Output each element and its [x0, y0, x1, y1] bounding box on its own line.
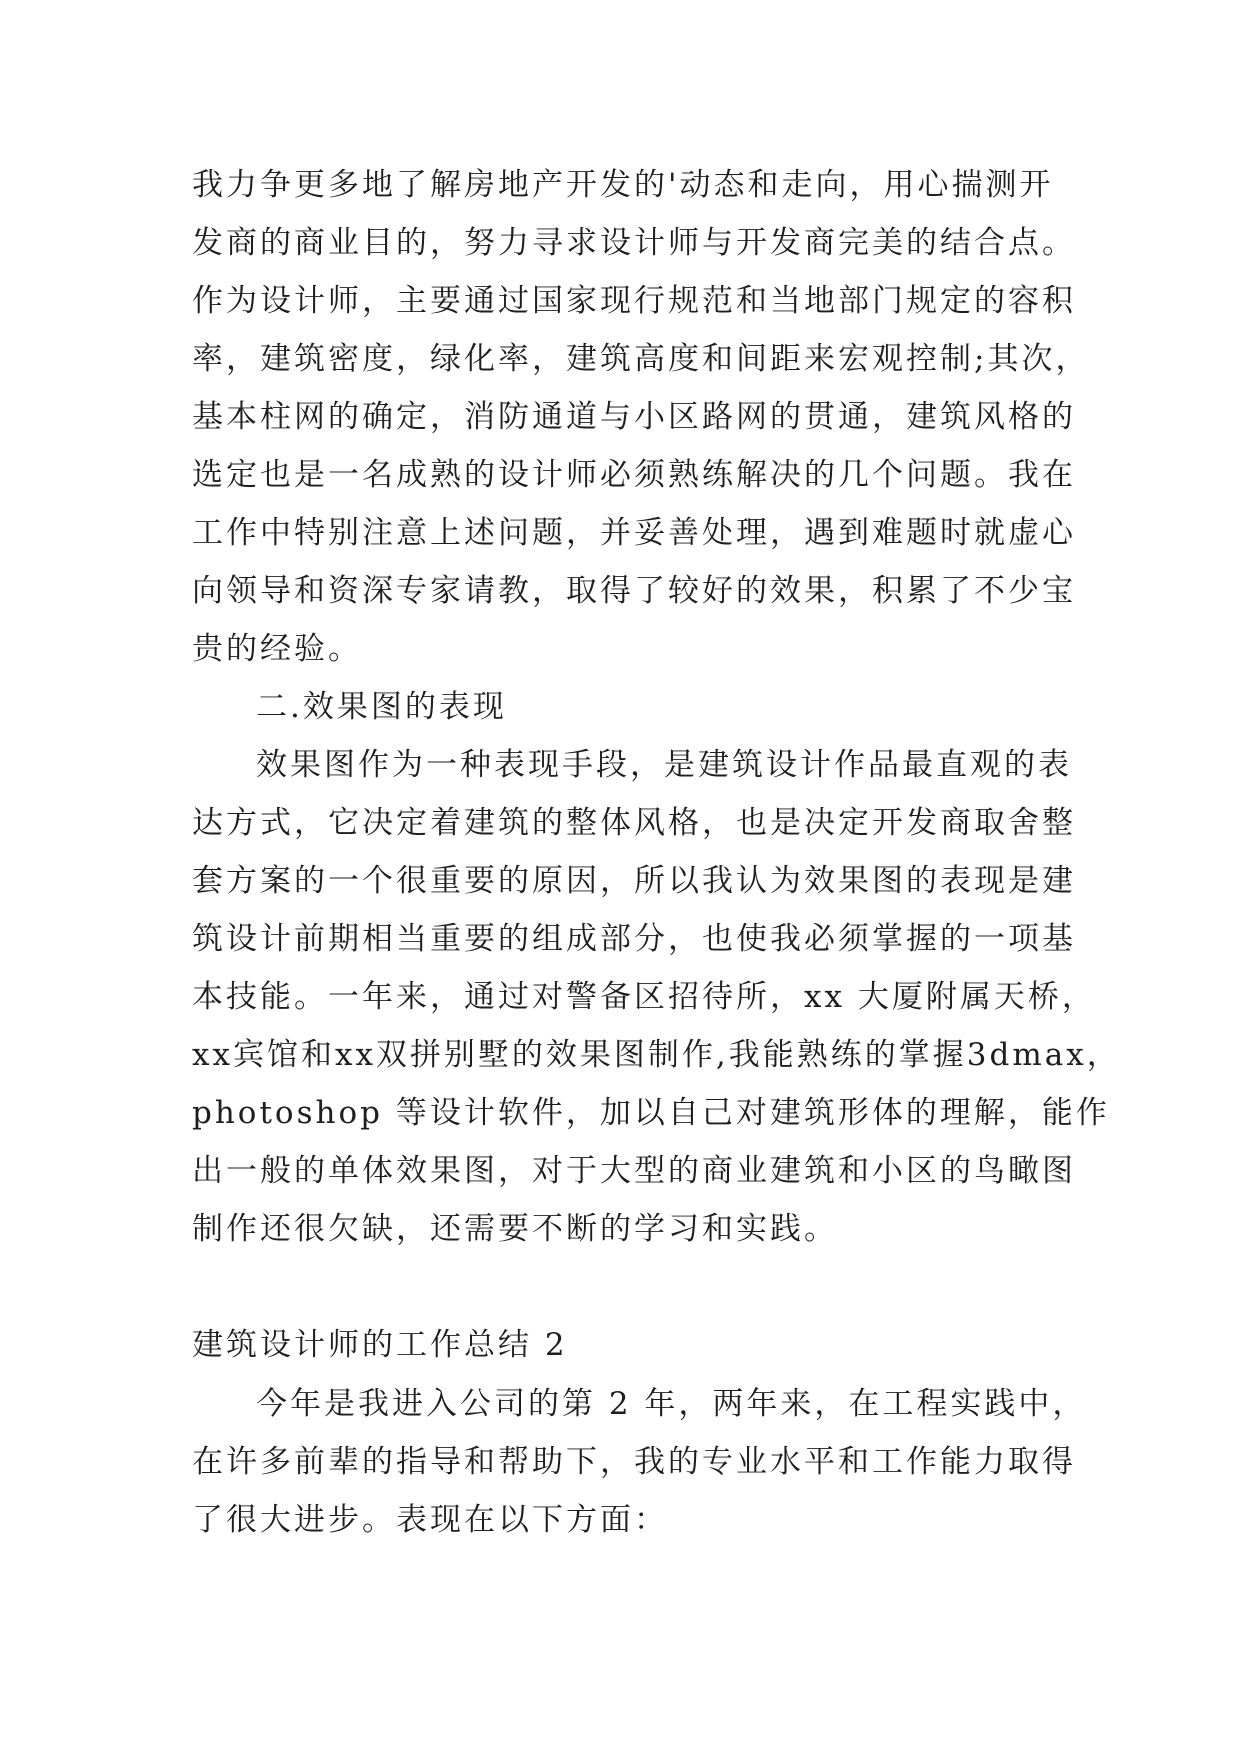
- paragraph-line: xx宾馆和xx双拼别墅的效果图制作,我能熟练的掌握3dmax，: [192, 1037, 1121, 1073]
- paragraph-line: 向领导和资深专家请教，取得了较好的效果，积累了不少宝: [192, 573, 1076, 609]
- paragraph-line: 工作中特别注意上述问题，并妥善处理，遇到难题时就虚心: [192, 515, 1076, 551]
- paragraph-line: 发商的商业目的，努力寻求设计师与开发商完美的结合点。: [192, 225, 1076, 261]
- paragraph-line: photoshop 等设计软件，加以自己对建筑形体的理解，能作: [192, 1095, 1110, 1131]
- paragraph-line: 制作还很欠缺，还需要不断的学习和实践。: [192, 1211, 838, 1247]
- paragraph-line: 套方案的一个很重要的原因，所以我认为效果图的表现是建: [192, 863, 1076, 899]
- section-heading: 二.效果图的表现: [256, 689, 507, 725]
- paragraph-line: 在许多前辈的指导和帮助下，我的专业水平和工作能力取得: [192, 1444, 1076, 1480]
- paragraph-line: 作为设计师，主要通过国家现行规范和当地部门规定的容积: [192, 283, 1076, 319]
- paragraph-line: 达方式，它决定着建筑的整体风格，也是决定开发商取舍整: [192, 805, 1076, 841]
- paragraph-line: 率，建筑密度，绿化率，建筑高度和间距来宏观控制;其次，: [192, 341, 1090, 377]
- paragraph-line: 了很大进步。表现在以下方面：: [192, 1502, 668, 1538]
- paragraph-line: 贵的经验。: [192, 631, 362, 667]
- paragraph-line: 基本柱网的确定，消防通道与小区路网的贯通，建筑风格的: [192, 399, 1076, 435]
- article-title: 建筑设计师的工作总结 2: [192, 1327, 568, 1363]
- paragraph-line: 效果图作为一种表现手段，是建筑设计作品最直观的表: [256, 747, 1072, 783]
- paragraph-line: 今年是我进入公司的第 2 年，两年来，在工程实践中，: [256, 1386, 1087, 1422]
- paragraph-line: 本技能。一年来，通过对警备区招待所，xx 大厦附属天桥，: [192, 979, 1096, 1015]
- paragraph-line: 我力争更多地了解房地产开发的'动态和走向，用心揣测开: [192, 167, 1054, 203]
- paragraph-line: 选定也是一名成熟的设计师必须熟练解决的几个问题。我在: [192, 457, 1076, 493]
- paragraph-line: 出一般的单体效果图，对于大型的商业建筑和小区的鸟瞰图: [192, 1153, 1076, 1189]
- paragraph-line: 筑设计前期相当重要的组成部分，也使我必须掌握的一项基: [192, 921, 1076, 957]
